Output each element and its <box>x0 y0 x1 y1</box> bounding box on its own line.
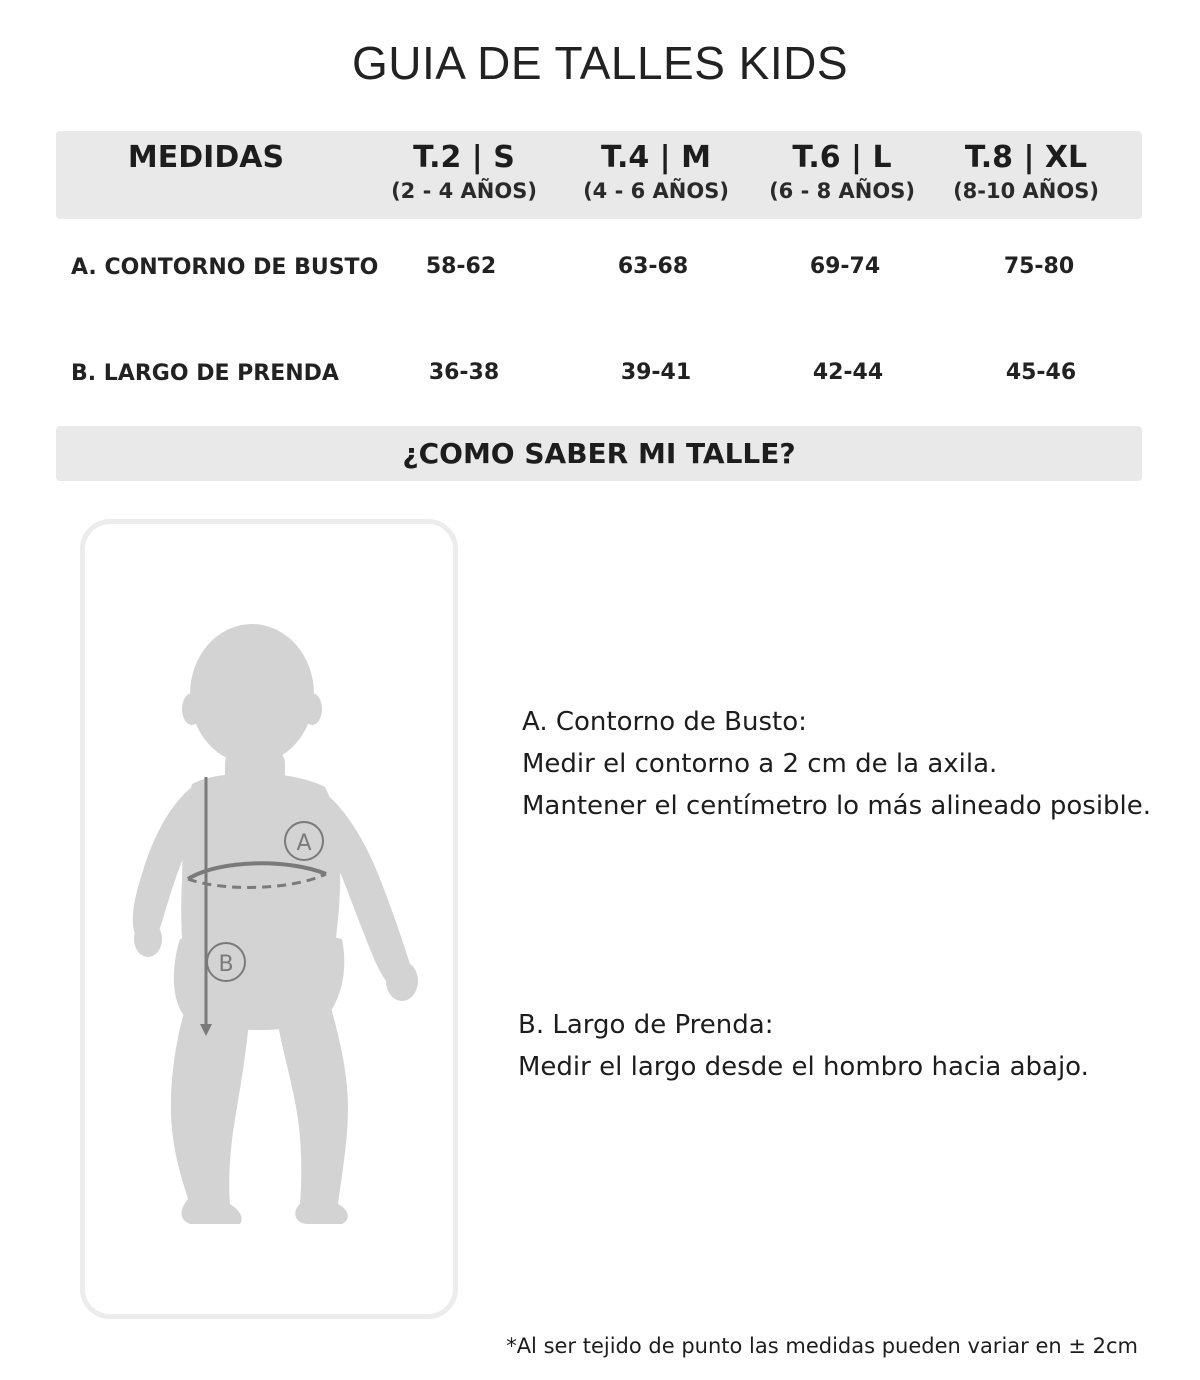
size-column-xl <box>931 140 1121 203</box>
size-label: T.4 | M <box>601 140 711 175</box>
how-to-heading: ¿COMO SABER MI TALLE? <box>56 426 1142 481</box>
page-title: GUIA DE TALLES KIDS <box>351 37 849 89</box>
length-instructions-title: B. Largo de Prenda: <box>518 1010 774 1040</box>
size-age-range: (4 - 6 AÑOS) <box>583 179 729 203</box>
bust-instructions <box>522 701 1151 827</box>
row-label-length: B. LARGO DE PRENDA <box>71 361 339 386</box>
marker-a-label: A <box>296 831 312 856</box>
length-instructions-line: Medir el largo desde el hombro hacia abajo. <box>518 1052 1089 1082</box>
marker-b-label: B <box>218 952 234 977</box>
size-label: T.8 | XL <box>964 140 1088 175</box>
measures-header: MEDIDAS <box>127 140 285 175</box>
size-age-range: (6 - 8 AÑOS) <box>769 179 915 203</box>
size-column-m <box>561 140 751 203</box>
table-cell: 75-80 <box>1003 254 1075 279</box>
footnote: *Al ser tejido de punto las medidas pueden variar en ± 2cm <box>506 1334 1138 1358</box>
child-silhouette-illustration <box>80 519 458 1319</box>
size-column-s <box>369 140 559 203</box>
size-label: T.2 | S <box>413 140 515 175</box>
table-cell: 45-46 <box>1005 360 1077 385</box>
table-cell: 36-38 <box>428 360 500 385</box>
size-age-range: (8-10 AÑOS) <box>953 179 1099 203</box>
length-instructions <box>518 1004 1089 1088</box>
size-column-l <box>747 140 937 203</box>
table-cell: 58-62 <box>425 254 497 279</box>
row-label-bust: A. CONTORNO DE BUSTO <box>71 255 379 280</box>
table-cell: 39-41 <box>620 360 692 385</box>
bust-instructions-title: A. Contorno de Busto: <box>522 707 807 737</box>
table-cell: 69-74 <box>809 254 881 279</box>
size-label: T.6 | L <box>792 140 892 175</box>
table-cell: 63-68 <box>617 254 689 279</box>
size-age-range: (2 - 4 AÑOS) <box>391 179 537 203</box>
bust-instructions-line: Medir el contorno a 2 cm de la axila. <box>522 749 998 779</box>
bust-instructions-line: Mantener el centímetro lo más alineado posible. <box>522 791 1152 821</box>
table-cell: 42-44 <box>812 360 884 385</box>
child-silhouette <box>133 624 418 1224</box>
